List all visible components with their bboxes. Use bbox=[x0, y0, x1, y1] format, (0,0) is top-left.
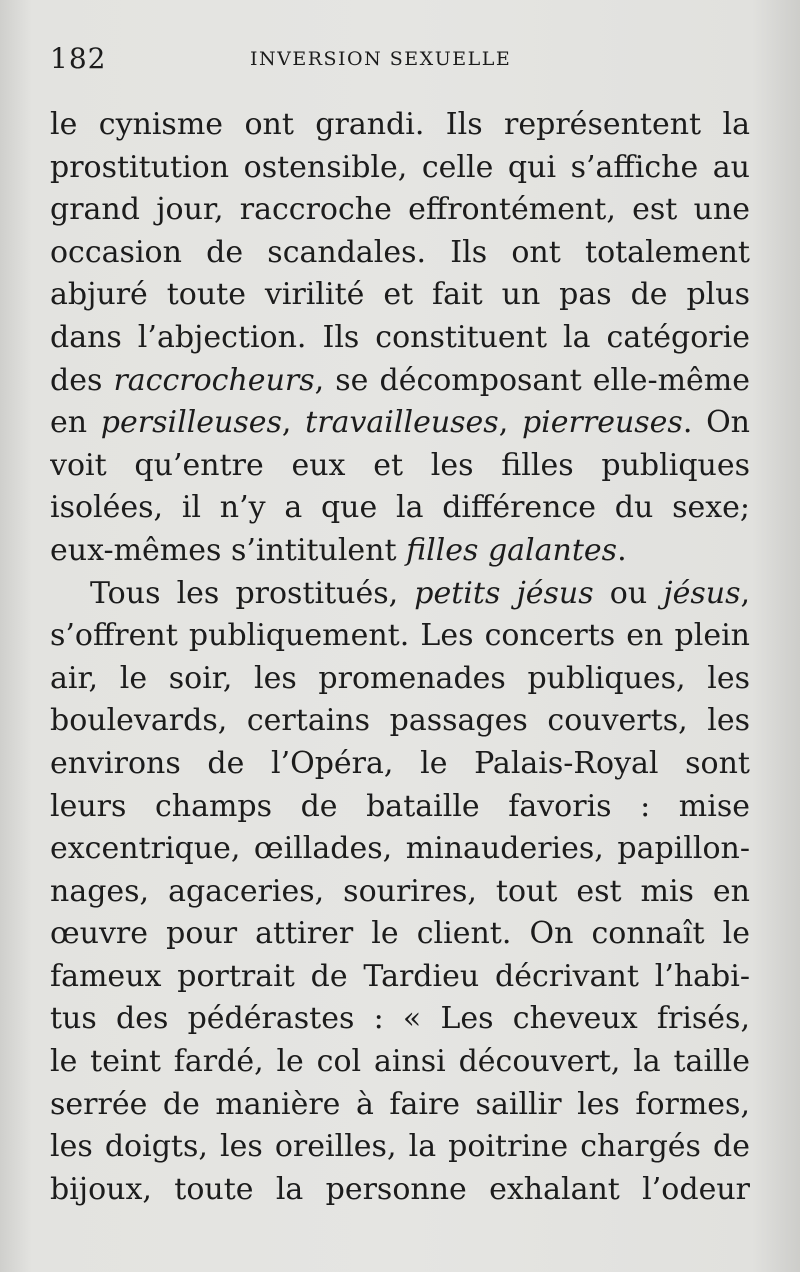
text-segment: voit qu’entre eux et les filles publiques bbox=[50, 447, 750, 483]
running-title: INVERSION SEXUELLE bbox=[250, 48, 512, 70]
italic-text-segment: raccrocheurs bbox=[113, 362, 315, 398]
italic-text-segment: petits jésus bbox=[414, 575, 594, 611]
text-line bbox=[50, 913, 750, 956]
text-line bbox=[50, 700, 750, 743]
text-segment: environs de l’Opéra, le Palais-Royal sont bbox=[50, 745, 750, 781]
italic-text-segment: persilleuses bbox=[100, 405, 282, 441]
text-segment: leurs champs de bataille favoris : mise bbox=[50, 788, 750, 824]
page-header bbox=[50, 42, 750, 82]
text-segment: tus des pédérastes : « Les cheveux frisés, bbox=[50, 1001, 750, 1037]
text-segment: fameux portrait de Tardieu décrivant l’habi- bbox=[50, 958, 750, 994]
text-segment: le teint fardé, le col ainsi découvert, la taille bbox=[50, 1044, 750, 1080]
text-segment: serrée de manière à faire saillir les formes, bbox=[50, 1086, 750, 1122]
text-line bbox=[50, 104, 750, 147]
text-segment: , se décomposant elle-même bbox=[314, 362, 750, 398]
text-segment: le cynisme ont grandi. Ils représentent la bbox=[50, 107, 750, 142]
text-segment: . On bbox=[682, 405, 750, 441]
text-segment: en bbox=[50, 405, 101, 441]
text-segment: , bbox=[498, 405, 522, 441]
text-line bbox=[50, 274, 750, 317]
text-line bbox=[50, 1041, 750, 1084]
text-line bbox=[50, 615, 750, 658]
text-line bbox=[50, 1169, 750, 1212]
text-segment: . bbox=[617, 532, 627, 568]
text-segment: Tous les prostitués, bbox=[90, 575, 415, 611]
text-segment: grand jour, raccroche effrontément, est une bbox=[50, 192, 750, 228]
text-line bbox=[50, 1126, 750, 1169]
text-segment: abjuré toute virilité et fait un pas de plus bbox=[50, 277, 750, 313]
text-line bbox=[50, 360, 750, 403]
body-text bbox=[50, 104, 750, 1211]
text-line bbox=[50, 147, 750, 190]
italic-text-segment: travailleuses bbox=[305, 405, 499, 441]
text-segment: air, le soir, les promenades publiques, les bbox=[50, 660, 750, 696]
text-line bbox=[50, 871, 750, 914]
text-segment: excentrique, œillades, minauderies, papillon- bbox=[50, 831, 750, 867]
text-segment: ou bbox=[593, 575, 664, 611]
text-line bbox=[50, 402, 750, 445]
italic-text-segment: pierreuses bbox=[521, 405, 683, 441]
text-segment: nages, agaceries, sourires, tout est mis en bbox=[50, 873, 750, 909]
text-segment: s’offrent publiquement. Les concerts en plein bbox=[50, 618, 750, 654]
text-line bbox=[50, 786, 750, 829]
text-segment: , bbox=[281, 405, 306, 441]
text-segment: des bbox=[50, 362, 114, 398]
text-line bbox=[50, 530, 750, 573]
text-line bbox=[50, 232, 750, 275]
text-line bbox=[50, 317, 750, 360]
text-segment: eux-mêmes s’intitulent bbox=[50, 532, 407, 568]
italic-text-segment: filles galantes bbox=[406, 532, 618, 568]
text-segment: , bbox=[740, 575, 750, 611]
text-segment: prostitution ostensible, celle qui s’affiche au bbox=[50, 149, 750, 185]
text-line bbox=[50, 445, 750, 488]
text-line bbox=[50, 956, 750, 999]
text-line bbox=[50, 998, 750, 1041]
text-segment: isolées, il n’y a que la différence du sexe; bbox=[50, 490, 750, 526]
italic-text-segment: jésus bbox=[663, 575, 741, 611]
text-line bbox=[50, 189, 750, 232]
text-line bbox=[50, 743, 750, 786]
page-number: 182 bbox=[50, 42, 107, 75]
text-line bbox=[50, 487, 750, 530]
text-segment: bijoux, toute la personne exhalant l’odeur bbox=[50, 1171, 750, 1207]
text-line bbox=[50, 1084, 750, 1127]
text-segment: boulevards, certains passages couverts, les bbox=[50, 703, 750, 739]
text-line bbox=[50, 573, 750, 616]
text-segment: les doigts, les oreilles, la poitrine chargés de bbox=[50, 1129, 750, 1165]
text-segment: dans l’abjection. Ils constituent la catégorie bbox=[50, 319, 750, 355]
text-line bbox=[50, 828, 750, 871]
text-segment: occasion de scandales. Ils ont totalement bbox=[50, 234, 750, 270]
text-line bbox=[50, 658, 750, 701]
text-segment: œuvre pour attirer le client. On connaît le bbox=[50, 916, 750, 952]
